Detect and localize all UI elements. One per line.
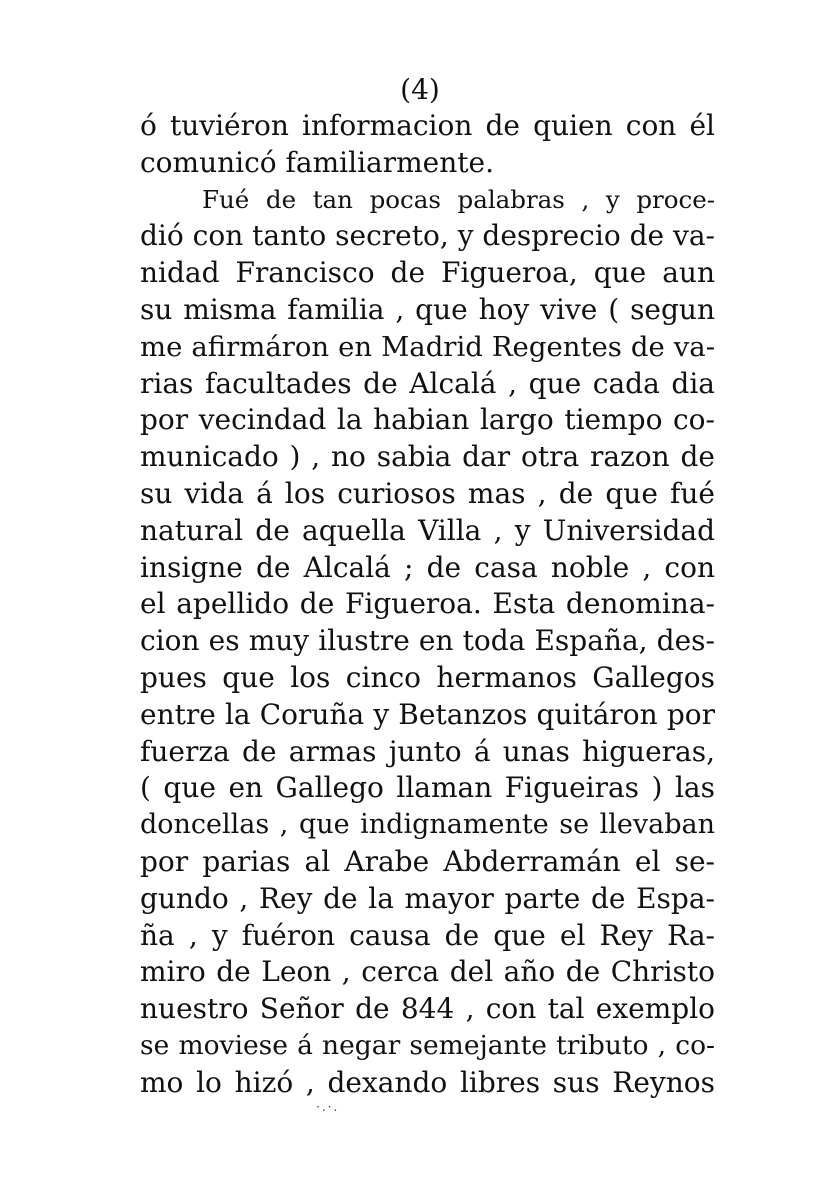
text-line: rias facultades de Alcalá , que cada dia	[140, 366, 715, 400]
text-line: nuestro Señor de 844 , con tal exemplo	[140, 992, 715, 1026]
text-line: por parias al Arabe Abderramán el se-	[140, 844, 715, 878]
body-text	[140, 108, 715, 1102]
text-line: mo lo hizó , dexando libres sus Reynos	[140, 1065, 715, 1099]
text-line: ( que en Gallego llaman Figueiras ) las	[140, 771, 715, 805]
text-line: gundo , Rey de la mayor parte de Espa-	[140, 881, 715, 915]
text-line: fuerza de armas junto á unas higueras,	[140, 734, 715, 768]
text-line: entre la Coruña y Betanzos quitáron por	[140, 697, 715, 731]
text-line: se moviese á negar semejante tributo , co-	[140, 1029, 715, 1061]
text-line: su vida á los curiosos mas , de que fué	[140, 476, 715, 510]
text-line: nidad Francisco de Figueroa, que aun	[140, 256, 715, 290]
text-line: natural de aquella Villa , y Universidad	[140, 513, 715, 547]
text-line: ña , y fuéron causa de que el Rey Ra-	[140, 918, 715, 952]
text-line: su misma familia , que hoy vive ( segun	[140, 292, 715, 326]
text-line: pues que los cinco hermanos Gallegos	[140, 660, 715, 694]
print-specks-decoration: ·.·.	[316, 1100, 340, 1114]
text-line: me afirmáron en Madrid Regentes de va-	[140, 330, 715, 363]
text-line: dió con tanto secreto, y desprecio de va-	[140, 219, 715, 253]
text-line: doncellas , que indignamente se llevaban	[140, 809, 715, 841]
paragraph-start-line: Fué de tan pocas palabras , y proce-	[202, 184, 715, 214]
text-line: por vecindad la habian largo tiempo co-	[140, 403, 715, 437]
text-line: insigne de Alcalá ; de casa noble , con	[140, 550, 715, 584]
text-line: comunicó familiarmente.	[140, 145, 494, 179]
text-line: cion es muy ilustre en toda España, des-	[140, 624, 715, 658]
text-line: el apellido de Figueroa. Esta denomina-	[140, 587, 715, 621]
page-number: (4)	[400, 73, 440, 106]
text-line: ó tuviéron informacion de quien con él	[140, 109, 715, 142]
text-line: municado ) , no sabia dar otra razon de	[140, 440, 715, 474]
text-line: miro de Leon , cerca del año de Christo	[140, 955, 715, 989]
